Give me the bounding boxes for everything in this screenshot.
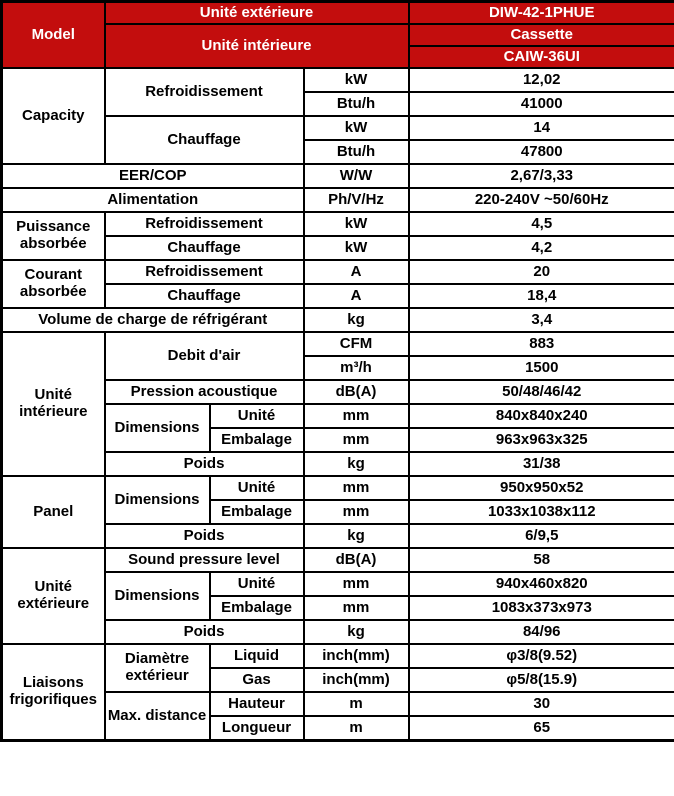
- cell-panel-group: Panel: [2, 476, 105, 548]
- cell-puissance-group: Puissance absorbée: [2, 212, 105, 260]
- cell-courant-cooling-unit: A: [304, 260, 409, 284]
- cell-model-label: Model: [2, 2, 105, 69]
- cell-panel-dim-embalage-label: Embalage: [210, 500, 304, 524]
- cell-indoor-unit-label: Unité intérieure: [105, 24, 409, 68]
- cell-volume-unit: kg: [304, 308, 409, 332]
- cell-puissance-heating-label: Chauffage: [105, 236, 304, 260]
- cell-liaisons-diametre-label: Diamètre extérieur: [105, 644, 210, 692]
- cell-indoor-dim-unite-value: 840x840x240: [409, 404, 674, 428]
- row-panel-dim-unit: [2, 476, 674, 500]
- cell-outdoor-dimensions-label: Dimensions: [105, 572, 210, 620]
- cell-panel-dim-unite-label: Unité: [210, 476, 304, 500]
- cell-panel-weight-label: Poids: [105, 524, 304, 548]
- cell-capacity-heating-kw-value: 14: [409, 116, 674, 140]
- cell-courant-group: Courant absorbée: [2, 260, 105, 308]
- header-row-1: [2, 2, 674, 25]
- cell-outdoor-dim-unite-label: Unité: [210, 572, 304, 596]
- cell-puissance-cooling-value: 4,5: [409, 212, 674, 236]
- cell-capacity-cooling-btu-value: 41000: [409, 92, 674, 116]
- cell-indoor-sound-label: Pression acoustique: [105, 380, 304, 404]
- row-capacity-cooling-kw: [2, 68, 674, 92]
- cell-liaisons-liquid-unit: inch(mm): [304, 644, 409, 668]
- cell-capacity-heating-label: Chauffage: [105, 116, 304, 164]
- cell-indoor-dimensions-label: Dimensions: [105, 404, 210, 452]
- cell-outdoor-dim-embalage-unit: mm: [304, 596, 409, 620]
- cell-indoor-model: CAIW-36UI: [409, 46, 674, 68]
- cell-alimentation-value: 220-240V ~50/60Hz: [409, 188, 674, 212]
- cell-eer-cop-label: EER/COP: [2, 164, 304, 188]
- cell-panel-weight-unit: kg: [304, 524, 409, 548]
- cell-outdoor-sound-label: Sound pressure level: [105, 548, 304, 572]
- cell-outdoor-weight-unit: kg: [304, 620, 409, 644]
- cell-panel-dimensions-label: Dimensions: [105, 476, 210, 524]
- cell-eer-cop-unit: W/W: [304, 164, 409, 188]
- cell-capacity-heating-btu-value: 47800: [409, 140, 674, 164]
- cell-indoor-dim-unite-unit: mm: [304, 404, 409, 428]
- cell-capacity-cooling-kw-value: 12,02: [409, 68, 674, 92]
- cell-puissance-cooling-unit: kW: [304, 212, 409, 236]
- cell-courant-cooling-label: Refroidissement: [105, 260, 304, 284]
- row-volume-refrigerant: [2, 308, 674, 332]
- cell-indoor-dim-unite-label: Unité: [210, 404, 304, 428]
- cell-outdoor-weight-label: Poids: [105, 620, 304, 644]
- cell-panel-dim-unite-value: 950x950x52: [409, 476, 674, 500]
- cell-liaisons-hauteur-label: Hauteur: [210, 692, 304, 716]
- cell-outdoor-unit-label: Unité extérieure: [105, 2, 409, 25]
- cell-capacity-heating-btu-unit: Btu/h: [304, 140, 409, 164]
- cell-volume-label: Volume de charge de réfrigérant: [2, 308, 304, 332]
- row-outdoor-sound: [2, 548, 674, 572]
- cell-liaisons-group: Liaisons frigorifiques: [2, 644, 105, 741]
- cell-indoor-cfm-value: 883: [409, 332, 674, 356]
- cell-liaisons-longueur-value: 65: [409, 716, 674, 741]
- cell-outdoor-sound-value: 58: [409, 548, 674, 572]
- cell-liaisons-gas-unit: inch(mm): [304, 668, 409, 692]
- cell-indoor-m3h-value: 1500: [409, 356, 674, 380]
- cell-indoor-weight-unit: kg: [304, 452, 409, 476]
- row-liaisons-liquid: [2, 644, 674, 668]
- cell-alimentation-label: Alimentation: [2, 188, 304, 212]
- cell-capacity-cooling-btu-unit: Btu/h: [304, 92, 409, 116]
- cell-indoor-dim-embalage-unit: mm: [304, 428, 409, 452]
- cell-puissance-cooling-label: Refroidissement: [105, 212, 304, 236]
- row-puissance-cooling: [2, 212, 674, 236]
- cell-alimentation-unit: Ph/V/Hz: [304, 188, 409, 212]
- cell-panel-dim-unite-unit: mm: [304, 476, 409, 500]
- cell-capacity-group: Capacity: [2, 68, 105, 164]
- cell-courant-heating-value: 18,4: [409, 284, 674, 308]
- cell-outdoor-dim-unite-value: 940x460x820: [409, 572, 674, 596]
- cell-liaisons-hauteur-value: 30: [409, 692, 674, 716]
- cell-indoor-type: Cassette: [409, 24, 674, 46]
- cell-capacity-cooling-kw-unit: kW: [304, 68, 409, 92]
- cell-courant-heating-unit: A: [304, 284, 409, 308]
- cell-indoor-cfm-unit: CFM: [304, 332, 409, 356]
- cell-indoor-group: Unité intérieure: [2, 332, 105, 476]
- cell-indoor-sound-value: 50/48/46/42: [409, 380, 674, 404]
- cell-panel-dim-embalage-unit: mm: [304, 500, 409, 524]
- cell-liaisons-maxdist-label: Max. distance: [105, 692, 210, 741]
- cell-liaisons-gas-label: Gas: [210, 668, 304, 692]
- cell-outdoor-dim-embalage-value: 1083x373x973: [409, 596, 674, 620]
- cell-outdoor-group: Unité extérieure: [2, 548, 105, 644]
- cell-indoor-dim-embalage-value: 963x963x325: [409, 428, 674, 452]
- cell-indoor-m3h-unit: m³/h: [304, 356, 409, 380]
- cell-liaisons-gas-value: φ5/8(15.9): [409, 668, 674, 692]
- row-courant-cooling: [2, 260, 674, 284]
- cell-puissance-heating-unit: kW: [304, 236, 409, 260]
- cell-indoor-dim-embalage-label: Embalage: [210, 428, 304, 452]
- cell-liaisons-liquid-value: φ3/8(9.52): [409, 644, 674, 668]
- cell-courant-heating-label: Chauffage: [105, 284, 304, 308]
- cell-outdoor-sound-unit: dB(A): [304, 548, 409, 572]
- cell-indoor-sound-unit: dB(A): [304, 380, 409, 404]
- cell-panel-weight-value: 6/9,5: [409, 524, 674, 548]
- cell-outdoor-dim-unite-unit: mm: [304, 572, 409, 596]
- cell-indoor-weight-value: 31/38: [409, 452, 674, 476]
- row-eer-cop: [2, 164, 674, 188]
- cell-outdoor-dim-embalage-label: Embalage: [210, 596, 304, 620]
- cell-puissance-heating-value: 4,2: [409, 236, 674, 260]
- cell-indoor-airflow-label: Debit d'air: [105, 332, 304, 380]
- row-alimentation: [2, 188, 674, 212]
- cell-liaisons-liquid-label: Liquid: [210, 644, 304, 668]
- row-indoor-cfm: [2, 332, 674, 356]
- cell-liaisons-hauteur-unit: m: [304, 692, 409, 716]
- cell-outdoor-weight-value: 84/96: [409, 620, 674, 644]
- cell-eer-cop-value: 2,67/3,33: [409, 164, 674, 188]
- cell-panel-dim-embalage-value: 1033x1038x112: [409, 500, 674, 524]
- cell-volume-value: 3,4: [409, 308, 674, 332]
- cell-outdoor-model: DIW-42-1PHUE: [409, 2, 674, 25]
- cell-capacity-cooling-label: Refroidissement: [105, 68, 304, 116]
- cell-liaisons-longueur-unit: m: [304, 716, 409, 741]
- cell-indoor-weight-label: Poids: [105, 452, 304, 476]
- cell-liaisons-longueur-label: Longueur: [210, 716, 304, 741]
- cell-capacity-heating-kw-unit: kW: [304, 116, 409, 140]
- cell-courant-cooling-value: 20: [409, 260, 674, 284]
